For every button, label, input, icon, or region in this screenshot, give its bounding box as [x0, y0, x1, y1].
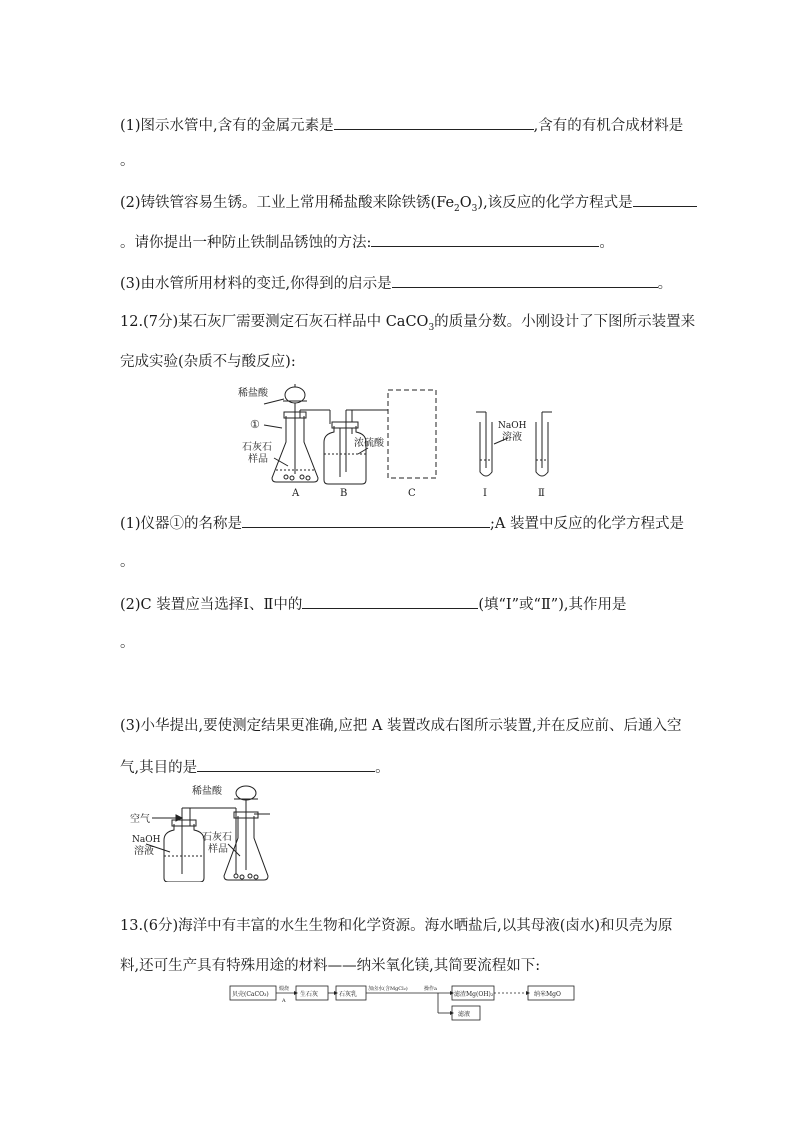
svg-text:操作a: 操作a — [424, 986, 437, 992]
q12-title: 12.(7分)某石灰厂需要测定石灰石样品中 CaCO$_3$的质量分数。小刚设计了下图所示装置来 — [120, 314, 696, 333]
q11-p2-blank-equation[interactable] — [633, 192, 697, 207]
svg-text:石灰乳: 石灰乳 — [339, 991, 358, 998]
naoh-wash-bottle — [164, 824, 204, 882]
label-naoh-2: NaOH — [132, 835, 161, 845]
label-solution-2: 溶液 — [134, 846, 154, 857]
label-instrument-1: ① — [250, 418, 260, 431]
label-naoh: NaOH — [498, 421, 527, 431]
q12-p2-blank-choice[interactable] — [302, 594, 478, 609]
label-sample-2: 样品 — [208, 844, 228, 855]
q12-part1-end: 。 — [120, 554, 135, 570]
label-limestone-2: 石灰石 — [202, 832, 232, 843]
label-dilute-hcl: 稀盐酸 — [238, 388, 268, 399]
label-i: Ⅰ — [483, 488, 487, 499]
label-limestone: 石灰石 — [242, 442, 272, 453]
q12-title-cont: 完成实验(杂质不与酸反应): — [120, 354, 296, 370]
q12-part3-cont: 气,其目的是 。 — [120, 757, 390, 778]
q11-p2-blank-method[interactable] — [371, 232, 599, 247]
svg-text:贝壳(CaCO₃): 贝壳(CaCO₃) — [232, 991, 269, 998]
q13-title: 13.(6分)海洋中有丰富的水生生物和化学资源。海水晒盐后,以其母液(卤水)和贝壳为原 — [120, 918, 673, 934]
gas-wash-bottle-b — [324, 426, 366, 484]
dashed-box-c — [388, 390, 436, 478]
q13-title-cont: 料,还可生产具有特殊用途的材料——纳米氧化镁,其简要流程如下: — [120, 958, 541, 974]
q12-part2: (2)C 装置应当选择Ⅰ、Ⅱ中的 (填“Ⅰ”或“Ⅱ”),其作用是 — [120, 594, 627, 615]
label-ii: Ⅱ — [538, 488, 545, 499]
q13-flowchart — [228, 982, 588, 1024]
q12-part1: (1)仪器①的名称是 ;A 装置中反应的化学方程式是 — [120, 513, 684, 534]
label-dilute-hcl-2: 稀盐酸 — [192, 786, 222, 797]
q11-part1: (1)图示水管中,含有的金属元素是 ,含有的有机合成材料是 — [120, 115, 683, 136]
label-sample: 样品 — [248, 454, 268, 465]
svg-text:生石灰: 生石灰 — [300, 991, 319, 998]
label-c: C — [408, 488, 416, 499]
q12-p1-blank-instrument[interactable] — [242, 513, 490, 528]
label-b: B — [340, 488, 348, 499]
svg-text:加卤水(含MgCl₂): 加卤水(含MgCl₂) — [368, 986, 408, 992]
q11-p1-blank-metal[interactable] — [334, 115, 534, 130]
label-solution: 溶液 — [502, 432, 522, 443]
q12-part3: (3)小华提出,要使测定结果更准确,应把 A 装置改成右图所示装置,并在反应前、后通入空 — [120, 718, 682, 734]
q11-part3: (3)由水管所用材料的变迁,你得到的启示是 。 — [120, 273, 672, 294]
q12-part2-end: 。 — [120, 635, 135, 651]
svg-text:滤渣Mg(OH)₂: 滤渣Mg(OH)₂ — [454, 991, 494, 998]
q11-part2: (2)铸铁管容易生锈。工业上常用稀盐酸来除铁锈$(Fe_2O_3)$,该反应的化学方程式是 — [120, 192, 697, 219]
svg-text:纳米MgO: 纳米MgO — [534, 991, 561, 998]
label-air: 空气 — [130, 814, 150, 825]
q12-modified-apparatus-figure — [130, 782, 270, 882]
label-a: A — [292, 488, 300, 499]
q11-part1-end: 。 — [120, 153, 135, 169]
q11-p3-blank-insight[interactable] — [392, 273, 658, 288]
svg-text:煅烧: 煅烧 — [279, 986, 290, 992]
q12-p3-blank-purpose[interactable] — [197, 757, 375, 772]
label-conc-h2so4: 浓硫酸 — [354, 438, 384, 449]
q12-apparatus-figure — [236, 382, 566, 500]
separatory-funnel-2-icon — [236, 786, 256, 800]
svg-text:滤液: 滤液 — [458, 1011, 471, 1018]
svg-text:A: A — [282, 998, 286, 1004]
q11-part2-cont: 。请你提出一种防止铁制品锈蚀的方法: 。 — [120, 232, 614, 253]
rubber-stopper-b — [332, 422, 358, 428]
